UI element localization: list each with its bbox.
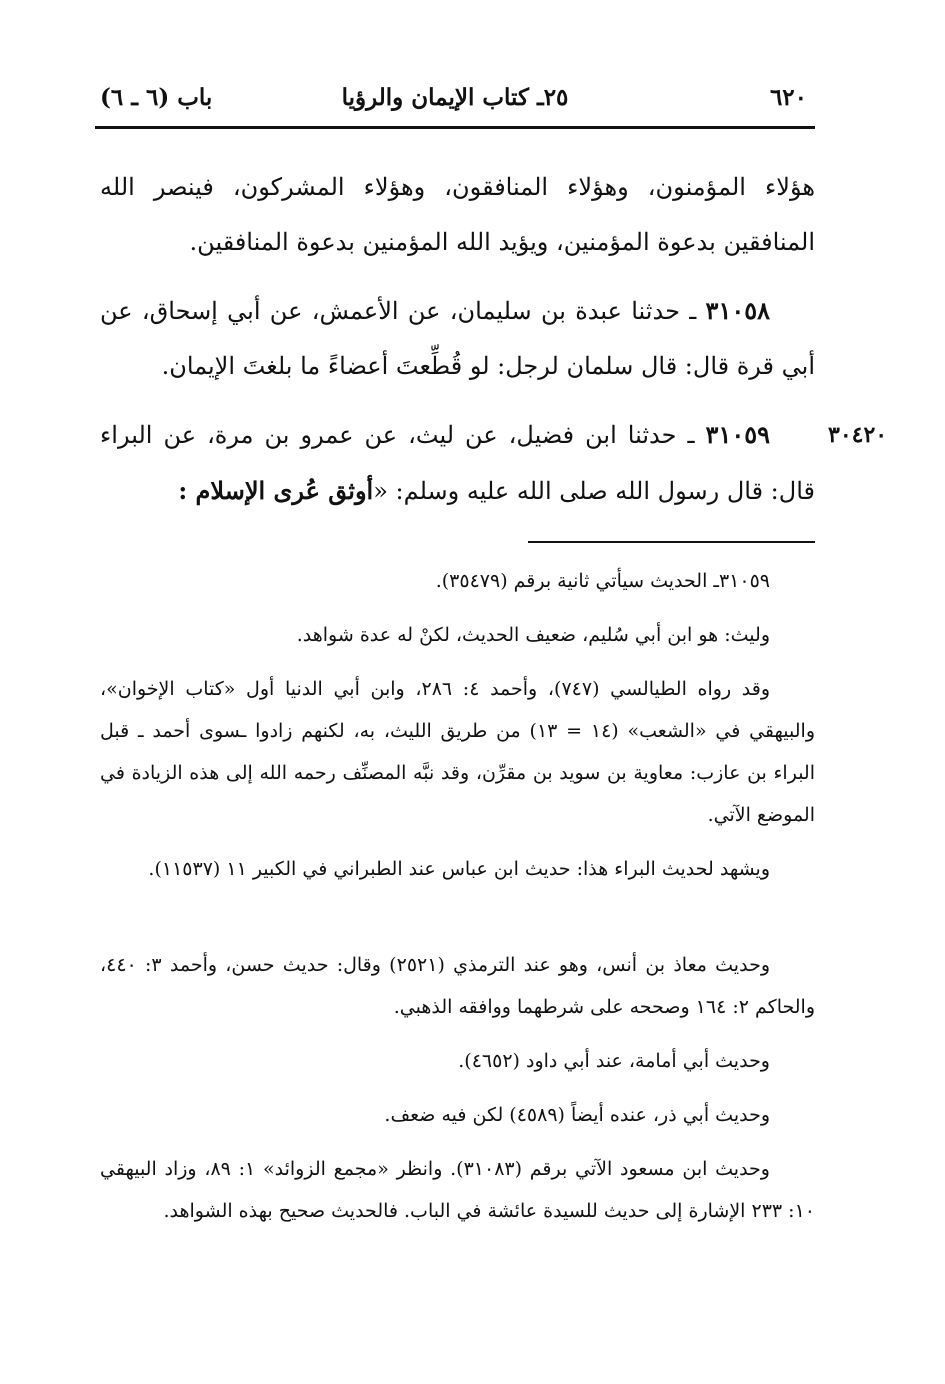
chapter-label: باب (٦ ـ ٦) [100, 84, 213, 111]
footnote-text: ٣١٠٥٩ـ الحديث سيأتي ثانية برقم (٣٥٤٧٩). [435, 570, 770, 592]
footnote-text: ويشهد لحديث البراء هذا: حديث ابن عباس عند الطبراني في الكبير ١١ (١١٥٣٧). [148, 858, 770, 880]
main-paragraph-continuation [100, 160, 815, 270]
page-header [95, 78, 815, 122]
hadith-number: ٣١٠٥٨ [705, 296, 770, 325]
page-number: ٦٢٠ [769, 84, 807, 111]
margin-reference-number: ٣٠٤٢٠ [828, 422, 888, 448]
footnote-paragraph [100, 848, 815, 890]
footnote-text: وحديث أبي أمامة، عند أبي داود (٤٦٥٢). [458, 1050, 770, 1072]
footnote-text: وقد رواه الطيالسي (٧٤٧)، وأحمد ٤: ٢٨٦، وابن أبي الدنيا أول «كتاب الإخوان»، والبيهقي في «الشعب» (١٤ = ١٣) من طريق الليث، به، لكنهم زادوا ـسوى أحمد ـ قبل البراء بن عازب: معاوية بن سويد بن مقرِّن، وقد نبَّه المصنِّف رحمه الله إلى هذه الزيادة في الموضع الآتي. [100, 678, 816, 826]
book-title: ٢٥ـ كتاب الإيمان والرؤيا [341, 84, 569, 111]
footnote-paragraph [100, 1148, 815, 1232]
hadith-quote-bold: أوثق عُرى الإسلام : [178, 476, 374, 505]
footnote-line [100, 614, 815, 656]
hadith-31059 [100, 407, 815, 519]
footnote-text: وليث: هو ابن أبي سُليم، ضعيف الحديث، لكنْ له عدة شواهد. [296, 624, 770, 646]
hadith-text: ـ حدثنا ابن فضيل، عن ليث، عن عمرو بن مرة، عن البراء قال: قال رسول الله صلى الله عليه وسلم: « [100, 421, 815, 505]
hadith-number: ٣١٠٥٩ [705, 420, 770, 449]
footnote-line [100, 1040, 815, 1082]
footnote-paragraph [100, 944, 815, 1028]
paragraph-text: هؤلاء المؤمنون، وهؤلاء المنافقون، وهؤلاء المشركون، فينصر الله المنافقين بدعوة المؤمنين، ويؤيد الله المؤمنين بدعوة المنافقين. [100, 173, 815, 256]
footnote-separator [528, 541, 815, 543]
hadith-31058 [100, 283, 815, 394]
hadith-text: ـ حدثنا عبدة بن سليمان، عن الأعمش، عن أبي إسحاق، عن أبي قرة قال: قال سلمان لرجل: لو قُطِّعتَ أعضاءً ما بلغتَ الإيمان. [100, 297, 815, 380]
footnote-text: وحديث ابن مسعود الآتي برقم (٣١٠٨٣). وانظر «مجمع الزوائد» ١: ٨٩، وزاد البيهقي ١٠: ٢٣٣ الإشارة إلى حديث للسيدة عائشة في الباب. فالحديث صحيح بهذه الشواهد. [100, 1158, 815, 1222]
footnote-paragraph [100, 668, 815, 836]
footnote-line [100, 1094, 815, 1136]
footnote-text: وحديث أبي ذر، عنده أيضاً (٤٥٨٩) لكن فيه ضعف. [384, 1104, 770, 1126]
header-rule [95, 126, 815, 129]
footnote-text: وحديث معاذ بن أنس، وهو عند الترمذي (٢٥٢١) وقال: حديث حسن، وأحمد ٣: ٤٤٠، والحاكم ٢: ١٦٤ وصححه على شرطهما ووافقه الذهبي. [100, 954, 815, 1018]
footnote-line [100, 560, 815, 602]
